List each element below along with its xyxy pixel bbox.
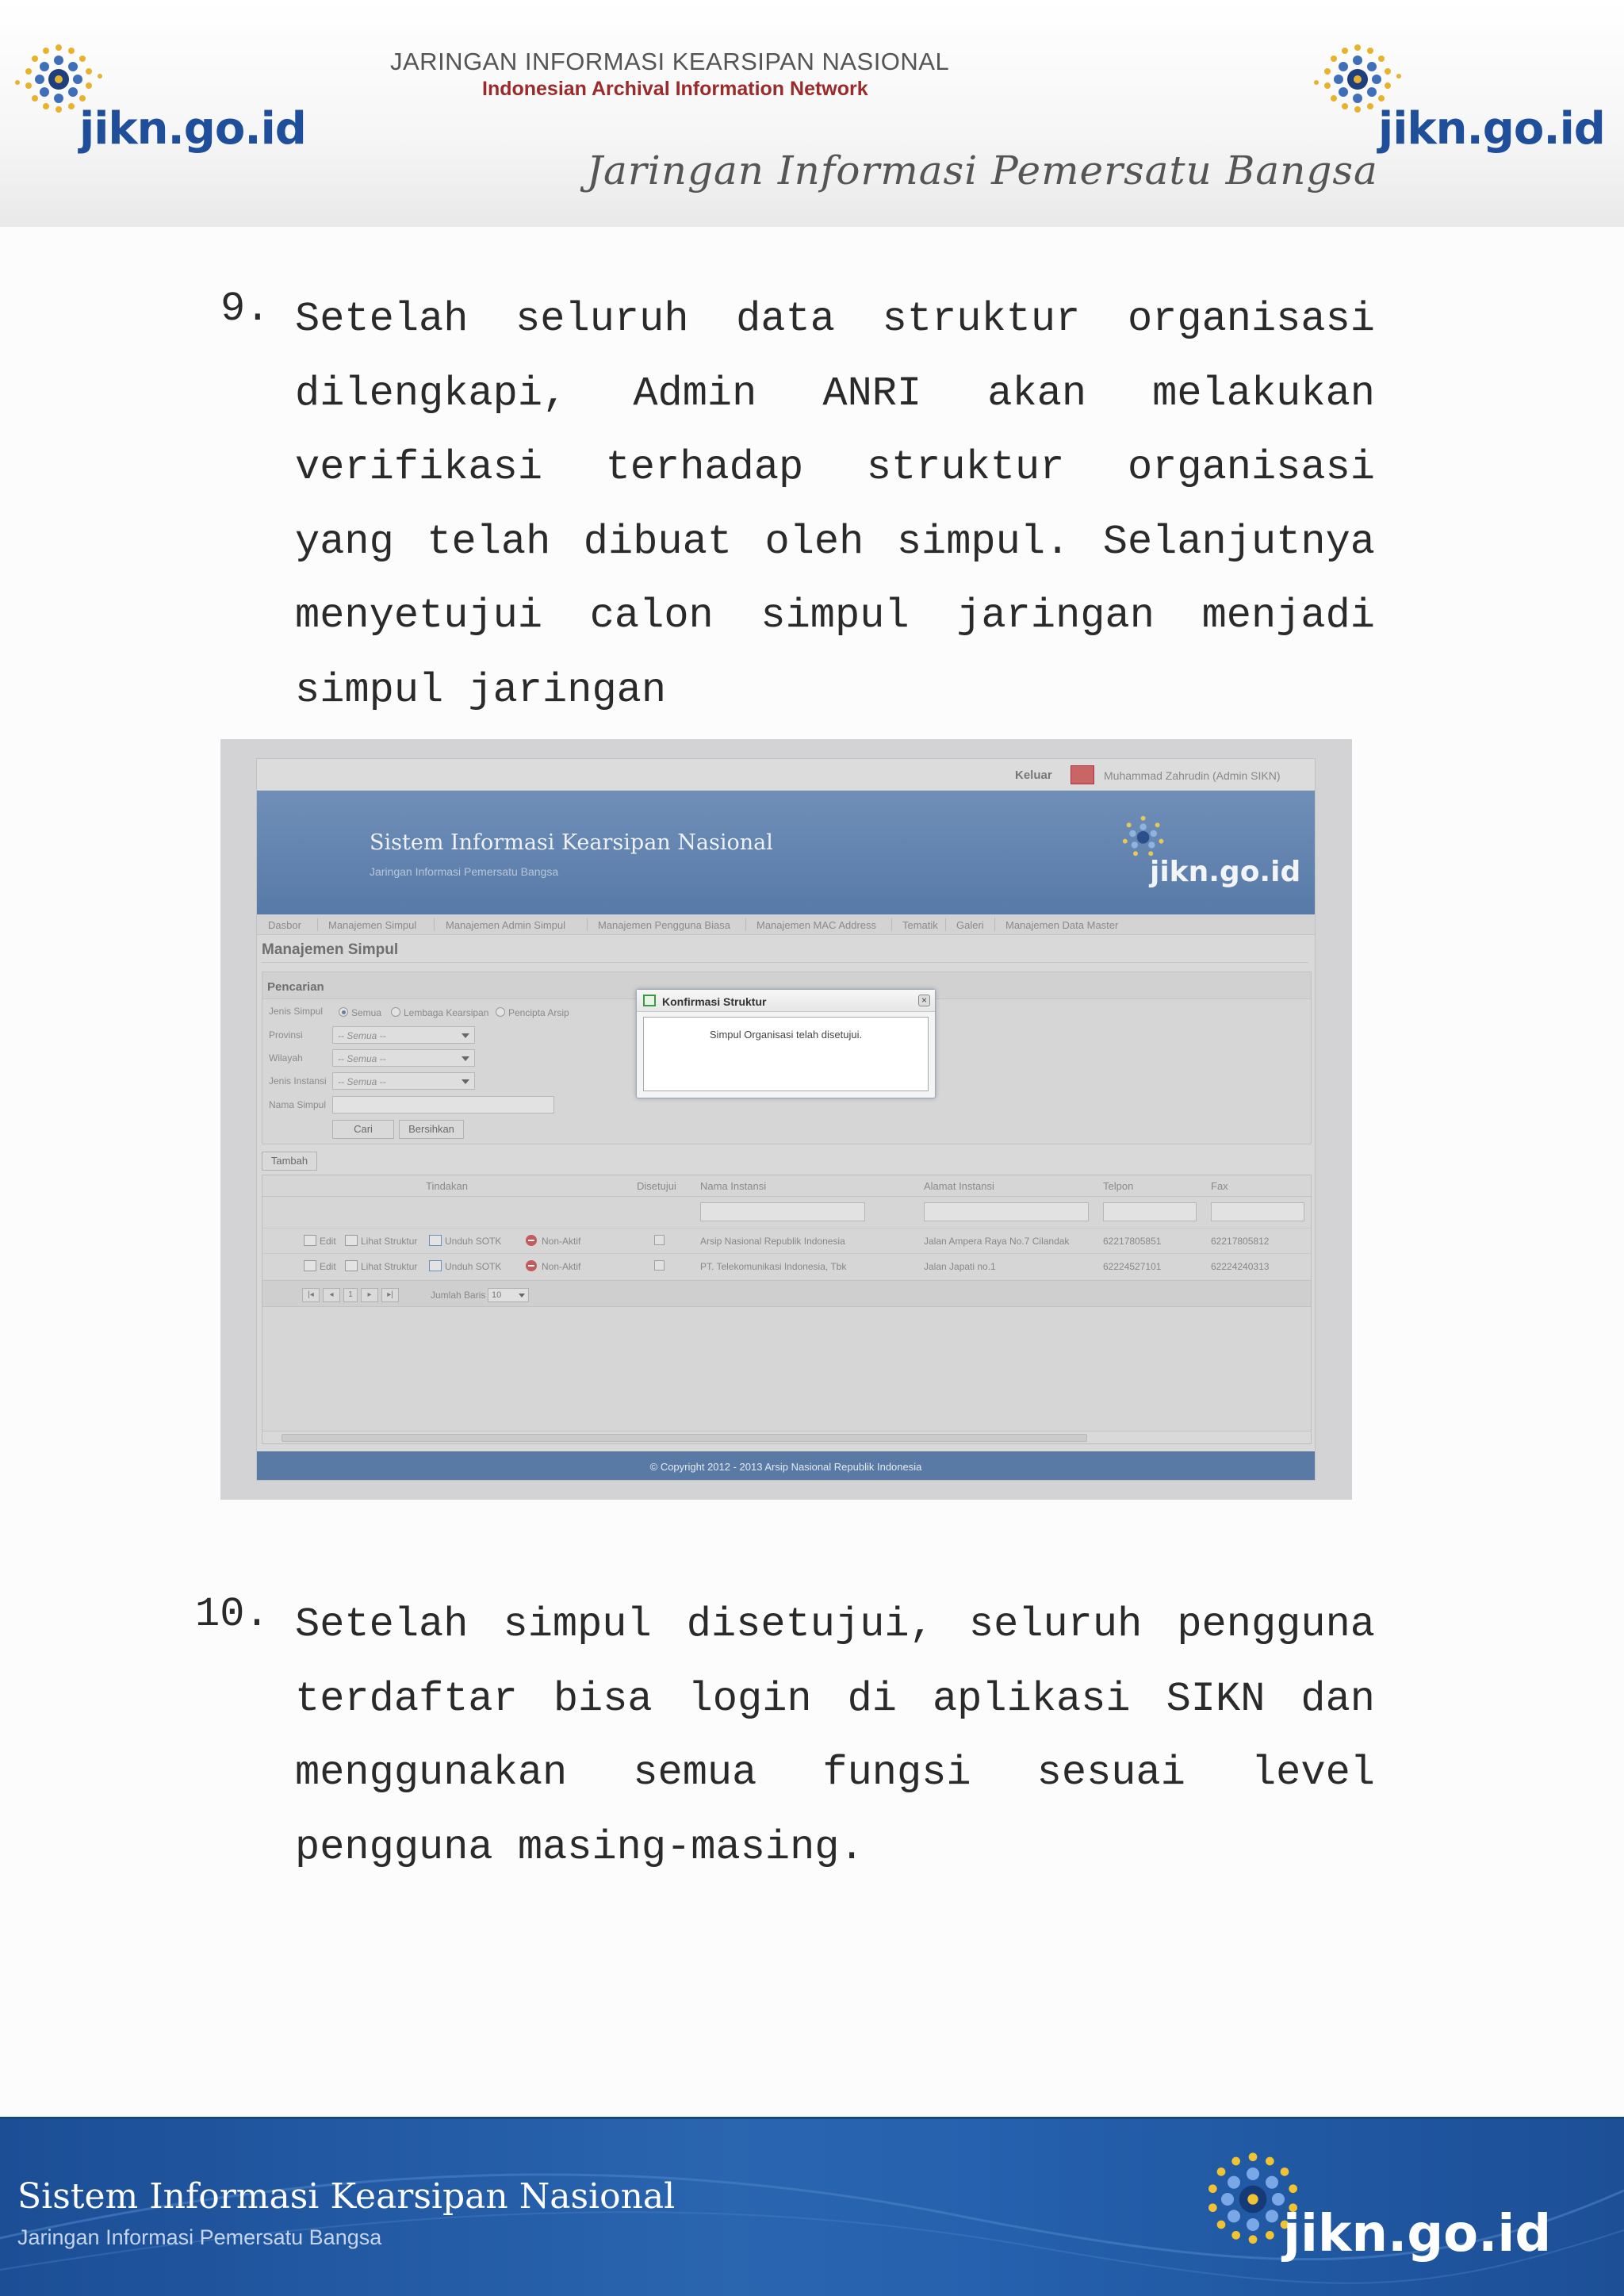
page-title: Manajemen Simpul xyxy=(262,941,399,958)
nav-tematik[interactable]: Tematik xyxy=(902,919,938,931)
approved-checkbox xyxy=(654,1235,665,1245)
jikn-logo-right xyxy=(1305,41,1622,160)
download-sotk-link[interactable]: Unduh SOTK xyxy=(445,1261,502,1272)
next-page-icon[interactable]: ▸ xyxy=(361,1288,378,1302)
table-row xyxy=(262,1228,1311,1253)
provinsi-value: -- Semua -- xyxy=(338,1030,386,1041)
jenis-simpul-label: Jenis Simpul xyxy=(269,1006,324,1017)
filter-telpon[interactable] xyxy=(1103,1202,1197,1221)
column-header-telpon: Telpon xyxy=(1103,1180,1134,1192)
radio-label-pencipta-arsip: Pencipta Arsip xyxy=(508,1007,569,1018)
nav-divider xyxy=(745,918,746,931)
jenis-instansi-value: -- Semua -- xyxy=(338,1076,386,1087)
add-button[interactable]: Tambah xyxy=(262,1152,317,1171)
user-avatar-icon xyxy=(1071,765,1094,784)
download-icon[interactable] xyxy=(429,1235,442,1246)
wilayah-value: -- Semua -- xyxy=(338,1053,386,1064)
column-header-tindakan: Tindakan xyxy=(426,1180,468,1192)
logo-text: jikn.go.id xyxy=(1283,2205,1552,2263)
nav-divider xyxy=(891,918,892,931)
provinsi-label: Provinsi xyxy=(269,1029,303,1041)
radio-pencipta-arsip[interactable] xyxy=(496,1007,505,1017)
chevron-down-icon xyxy=(462,1056,469,1061)
radio-label-semua: Semua xyxy=(351,1007,382,1018)
rows-per-page-select[interactable] xyxy=(488,1288,529,1302)
app-logo xyxy=(1112,811,1310,899)
structure-icon[interactable] xyxy=(345,1235,358,1246)
deactivate-link[interactable]: Non-Aktif xyxy=(542,1236,581,1247)
document-header xyxy=(0,0,1624,227)
nav-divider xyxy=(317,918,318,931)
alamat-instansi: Jalan Japati no.1 xyxy=(924,1261,996,1272)
column-header-alamat-instansi: Alamat Instansi xyxy=(924,1180,994,1192)
edit-icon[interactable] xyxy=(304,1260,316,1271)
rows-per-page-label: Jumlah Baris xyxy=(431,1290,486,1301)
document-footer xyxy=(0,2117,1624,2296)
dialog-title: Konfirmasi Struktur xyxy=(662,995,767,1008)
sikn-screenshot xyxy=(220,739,1352,1500)
nav-dasbor[interactable]: Dasbor xyxy=(268,919,301,931)
jikn-logo-left xyxy=(6,41,324,160)
close-icon[interactable]: × xyxy=(918,995,930,1006)
logout-link[interactable]: Keluar xyxy=(1015,769,1052,782)
divider xyxy=(262,962,1308,963)
jenis-instansi-label: Jenis Instansi xyxy=(269,1075,327,1087)
filter-fax[interactable] xyxy=(1211,1202,1304,1221)
app-title: Sistem Informasi Kearsipan Nasional xyxy=(370,830,773,855)
chevron-down-icon xyxy=(462,1033,469,1038)
view-structure-link[interactable]: Lihat Struktur xyxy=(361,1236,418,1247)
dialog-body xyxy=(643,1017,929,1091)
confirmation-dialog xyxy=(636,989,936,1098)
edit-icon[interactable] xyxy=(304,1235,316,1246)
dialog-title-bar xyxy=(637,990,935,1012)
header-title: JARINGAN INFORMASI KEARSIPAN NASIONAL xyxy=(390,48,950,75)
app-topbar xyxy=(257,759,1315,791)
nama-simpul-input[interactable] xyxy=(332,1096,554,1114)
wilayah-label: Wilayah xyxy=(269,1052,303,1064)
edit-link[interactable]: Edit xyxy=(320,1236,336,1247)
divider xyxy=(262,1196,1311,1197)
step-number: 9. xyxy=(220,286,270,332)
nama-instansi: Arsip Nasional Republik Indonesia xyxy=(700,1236,845,1247)
view-structure-link[interactable]: Lihat Struktur xyxy=(361,1261,418,1272)
deactivate-icon[interactable] xyxy=(526,1235,537,1246)
dialog-message: Simpul Organisasi telah disetujui. xyxy=(709,1029,863,1041)
header-tagline: Jaringan Informasi Pemersatu Bangsa xyxy=(587,148,1378,194)
simpul-table xyxy=(262,1175,1312,1444)
step-number: 10. xyxy=(195,1591,270,1638)
prev-page-icon[interactable]: ◂ xyxy=(323,1288,340,1302)
app-nav xyxy=(257,914,1315,935)
jenis-instansi-select[interactable] xyxy=(332,1072,475,1090)
step-text: Setelah seluruh data struktur organisasi dilengkapi, Admin ANRI akan melakukan verifikasi terhadap struktur organisasi yang telah dibuat oleh simpul. Selanjutnya menyetujui calon simpul jaringan menjadi simpul jaringan xyxy=(295,296,1375,714)
clear-button[interactable]: Bersihkan xyxy=(399,1120,464,1139)
nav-manajemen-simpul[interactable]: Manajemen Simpul xyxy=(328,919,417,931)
current-page[interactable]: 1 xyxy=(343,1288,358,1302)
window-icon xyxy=(643,995,656,1006)
table-row xyxy=(262,1253,1311,1278)
alamat-instansi: Jalan Ampera Raya No.7 Cilandak xyxy=(924,1236,1070,1247)
provinsi-select[interactable] xyxy=(332,1026,475,1044)
download-sotk-link[interactable]: Unduh SOTK xyxy=(445,1236,502,1247)
scrollbar-thumb[interactable] xyxy=(282,1434,1087,1442)
radio-semua[interactable] xyxy=(339,1007,348,1017)
nav-manajemen-data-master[interactable]: Manajemen Data Master xyxy=(1005,919,1119,931)
nav-manajemen-admin-simpul[interactable]: Manajemen Admin Simpul xyxy=(446,919,566,931)
footer-logo xyxy=(1183,2145,1611,2287)
column-header-disetujui: Disetujui xyxy=(637,1180,676,1192)
logo-text: jikn.go.id xyxy=(79,103,306,155)
footer-subtitle: Jaringan Informasi Pemersatu Bangsa xyxy=(17,2225,382,2249)
column-header-fax: Fax xyxy=(1211,1180,1228,1192)
radio-label-lembaga-kearsipan: Lembaga Kearsipan xyxy=(404,1007,489,1018)
fax: 62224240313 xyxy=(1211,1261,1270,1272)
step-text: Setelah simpul disetujui, seluruh pengguna terdaftar bisa login di aplikasi SIKN dan menggunakan semua fungsi sesuai level pengguna masing-masing. xyxy=(295,1601,1375,1871)
filter-alamat-instansi[interactable] xyxy=(924,1202,1089,1221)
search-panel-title: Pencarian xyxy=(267,980,324,994)
approved-checkbox xyxy=(654,1260,665,1271)
nav-divider xyxy=(945,918,946,931)
chevron-down-icon xyxy=(519,1294,525,1297)
edit-link[interactable]: Edit xyxy=(320,1261,336,1272)
nav-manajemen-mac-address[interactable]: Manajemen MAC Address xyxy=(756,919,877,931)
download-icon[interactable] xyxy=(429,1260,442,1271)
sikn-app-window xyxy=(256,758,1316,1481)
last-page-icon[interactable]: ▸| xyxy=(381,1288,399,1302)
nav-divider xyxy=(994,918,995,931)
horizontal-scrollbar[interactable] xyxy=(262,1431,1311,1443)
deactivate-link[interactable]: Non-Aktif xyxy=(542,1261,581,1272)
nama-instansi: PT. Telekomunikasi Indonesia, Tbk xyxy=(700,1261,847,1272)
app-footer xyxy=(257,1451,1315,1481)
nama-simpul-label: Nama Simpul xyxy=(269,1099,327,1110)
wilayah-select[interactable] xyxy=(332,1049,475,1067)
filter-nama-instansi[interactable] xyxy=(700,1202,865,1221)
pager xyxy=(262,1280,1311,1307)
footer-title: Sistem Informasi Kearsipan Nasional xyxy=(17,2176,676,2217)
telpon: 62217805851 xyxy=(1103,1236,1162,1247)
search-button[interactable]: Cari xyxy=(332,1120,394,1139)
nav-galeri[interactable]: Galeri xyxy=(956,919,984,931)
user-name: Muhammad Zahrudin (Admin SIKN) xyxy=(1104,769,1281,782)
telpon: 62224527101 xyxy=(1103,1261,1162,1272)
fax: 62217805812 xyxy=(1211,1236,1270,1247)
app-banner xyxy=(257,791,1315,914)
nav-divider xyxy=(434,918,435,931)
copyright-text: © Copyright 2012 - 2013 Arsip Nasional Republik Indonesia xyxy=(649,1461,922,1473)
deactivate-icon[interactable] xyxy=(526,1260,537,1271)
rows-per-page-value: 10 xyxy=(492,1290,502,1300)
radio-lembaga-kearsipan[interactable] xyxy=(391,1007,400,1017)
structure-icon[interactable] xyxy=(345,1260,358,1271)
nav-divider xyxy=(587,918,588,931)
first-page-icon[interactable]: |◂ xyxy=(302,1288,320,1302)
column-header-nama-instansi: Nama Instansi xyxy=(700,1180,767,1192)
nav-manajemen-pengguna-biasa[interactable]: Manajemen Pengguna Biasa xyxy=(598,919,730,931)
app-subtitle: Jaringan Informasi Pemersatu Bangsa xyxy=(370,865,559,878)
logo-text: jikn.go.id xyxy=(1378,103,1605,155)
chevron-down-icon xyxy=(462,1079,469,1084)
header-subtitle: Indonesian Archival Information Network xyxy=(482,78,868,100)
logo-text: jikn.go.id xyxy=(1150,856,1301,888)
